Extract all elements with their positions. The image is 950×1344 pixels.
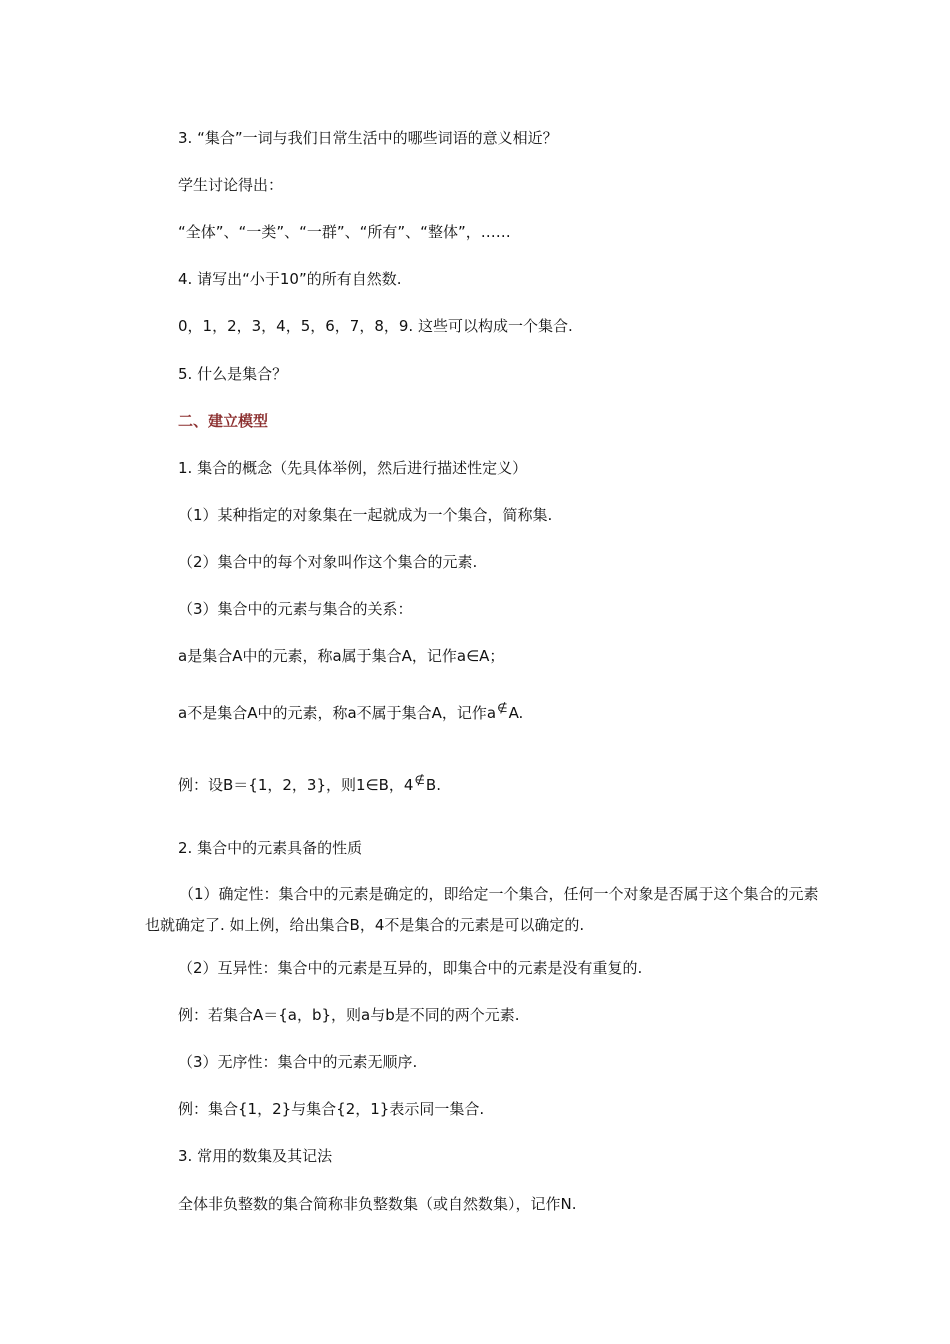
property-determinacy: （1）确定性：集合中的元素是确定的，即给定一个集合，任何一个对象是否属于这个集合的元素也就确定了. 如上例，给出集合B，4不是集合的元素是可以确定的.: [145, 885, 819, 934]
example-2: 例：若集合A＝{a，b}，则a与b是不同的两个元素.: [178, 1006, 520, 1024]
properties-heading: 2. 集合中的元素具备的性质: [178, 839, 363, 857]
property-unordered: （3）无序性：集合中的元素无顺序.: [178, 1053, 418, 1071]
belongs-line: a是集合A中的元素，称a属于集合A，记作a∈A；: [178, 647, 505, 665]
concept-item-3: （3）集合中的元素与集合的关系：: [178, 600, 413, 618]
concept-heading: 1. 集合的概念（先具体举例，然后进行描述性定义）: [178, 459, 528, 477]
question-4: 4. 请写出“小于10”的所有自然数.: [178, 270, 402, 288]
concept-item-1: （1）某种指定的对象集在一起就成为一个集合，简称集.: [178, 506, 553, 524]
synonyms-line: “全体”、“一类”、“一群”、“所有”、“整体”，……: [178, 223, 511, 241]
section-heading-model: 二、建立模型: [178, 412, 269, 430]
not-belongs-text: a不是集合A中的元素，称a不属于集合A，记作a: [178, 704, 497, 722]
number-sets-heading: 3. 常用的数集及其记法: [178, 1147, 333, 1165]
not-belongs-line: [178, 698, 523, 723]
example-1-text: 例：设B＝{1，2，3}，则1∈B，4: [178, 776, 414, 794]
discussion-label: 学生讨论得出：: [178, 176, 284, 194]
question-3: 3. “集合”一词与我们日常生活中的哪些词语的意义相近？: [178, 129, 558, 147]
not-in-symbol: ∉: [497, 701, 508, 715]
example-1-end: B.: [425, 776, 441, 794]
example-3: 例：集合{1，2}与集合{2，1}表示同一集合.: [178, 1100, 485, 1118]
example-1: [178, 770, 441, 795]
question-5: 5. 什么是集合？: [178, 365, 288, 383]
not-belongs-end: A.: [508, 704, 524, 722]
numbers-line: 0，1，2，3，4，5，6，7，8，9. 这些可以构成一个集合.: [178, 317, 573, 335]
concept-item-2: （2）集合中的每个对象叫作这个集合的元素.: [178, 553, 478, 571]
property-distinctness: （2）互异性：集合中的元素是互异的，即集合中的元素是没有重复的.: [178, 959, 643, 977]
naturals-line: 全体非负整数的集合简称非负整数集（或自然数集），记作N.: [178, 1195, 577, 1213]
not-in-symbol: ∉: [414, 773, 425, 787]
